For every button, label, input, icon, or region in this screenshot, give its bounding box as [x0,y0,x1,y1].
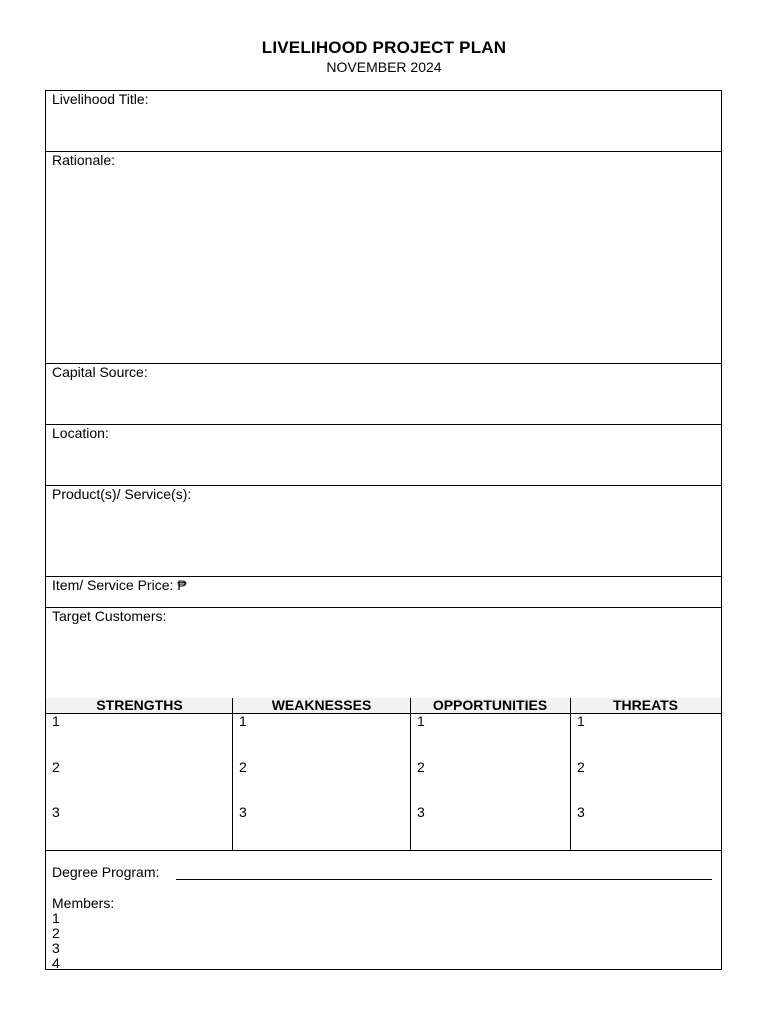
capital-source-label: Capital Source: [52,364,148,380]
products-services-label: Product(s)/ Service(s): [52,486,192,502]
swot-divider [570,698,571,851]
threat-item-3[interactable]: 3 [577,804,585,820]
target-customers-field[interactable] [46,608,721,699]
location-field[interactable] [46,425,721,486]
swot-header-opportunities: OPPORTUNITIES [432,697,548,713]
strength-item-3[interactable]: 3 [52,804,60,820]
swot-divider [232,698,233,851]
strength-item-2[interactable]: 2 [52,759,60,775]
weakness-item-3[interactable]: 3 [239,804,247,820]
target-customers-label: Target Customers: [52,608,167,624]
rationale-field[interactable] [46,152,721,364]
item-price-field[interactable] [46,577,721,608]
degree-program-label: Degree Program: [52,864,160,880]
threat-item-1[interactable]: 1 [577,713,585,729]
livelihood-title-label: Livelihood Title: [52,91,149,107]
rationale-label: Rationale: [52,152,116,168]
threat-item-2[interactable]: 2 [577,759,585,775]
swot-header-strengths: STRENGTHS [96,697,183,713]
project-plan-form [45,90,722,970]
livelihood-title-field[interactable] [46,91,721,152]
swot-divider [410,698,411,851]
item-price-label: Item/ Service Price: ₱ [52,577,187,593]
weakness-item-2[interactable]: 2 [239,759,247,775]
opportunity-item-1[interactable]: 1 [417,713,425,729]
weakness-item-1[interactable]: 1 [239,713,247,729]
location-label: Location: [52,425,109,441]
swot-bottom-border [46,850,721,851]
member-item-1[interactable]: 1 [52,910,60,926]
capital-source-field[interactable] [46,364,721,425]
member-item-2[interactable]: 2 [52,925,60,941]
opportunity-item-3[interactable]: 3 [417,804,425,820]
swot-header-threats: THREATS [612,697,679,713]
swot-header-row [46,698,721,714]
form-date: NOVEMBER 2024 [326,59,442,75]
members-label: Members: [52,895,115,911]
swot-header-weaknesses: WEAKNESSES [271,697,372,713]
member-item-4[interactable]: 4 [52,955,60,971]
degree-program-input-line[interactable] [176,879,712,880]
strength-item-1[interactable]: 1 [52,713,60,729]
member-item-3[interactable]: 3 [52,940,60,956]
products-services-field[interactable] [46,486,721,577]
opportunity-item-2[interactable]: 2 [417,759,425,775]
form-title: LIVELIHOOD PROJECT PLAN [261,38,507,57]
